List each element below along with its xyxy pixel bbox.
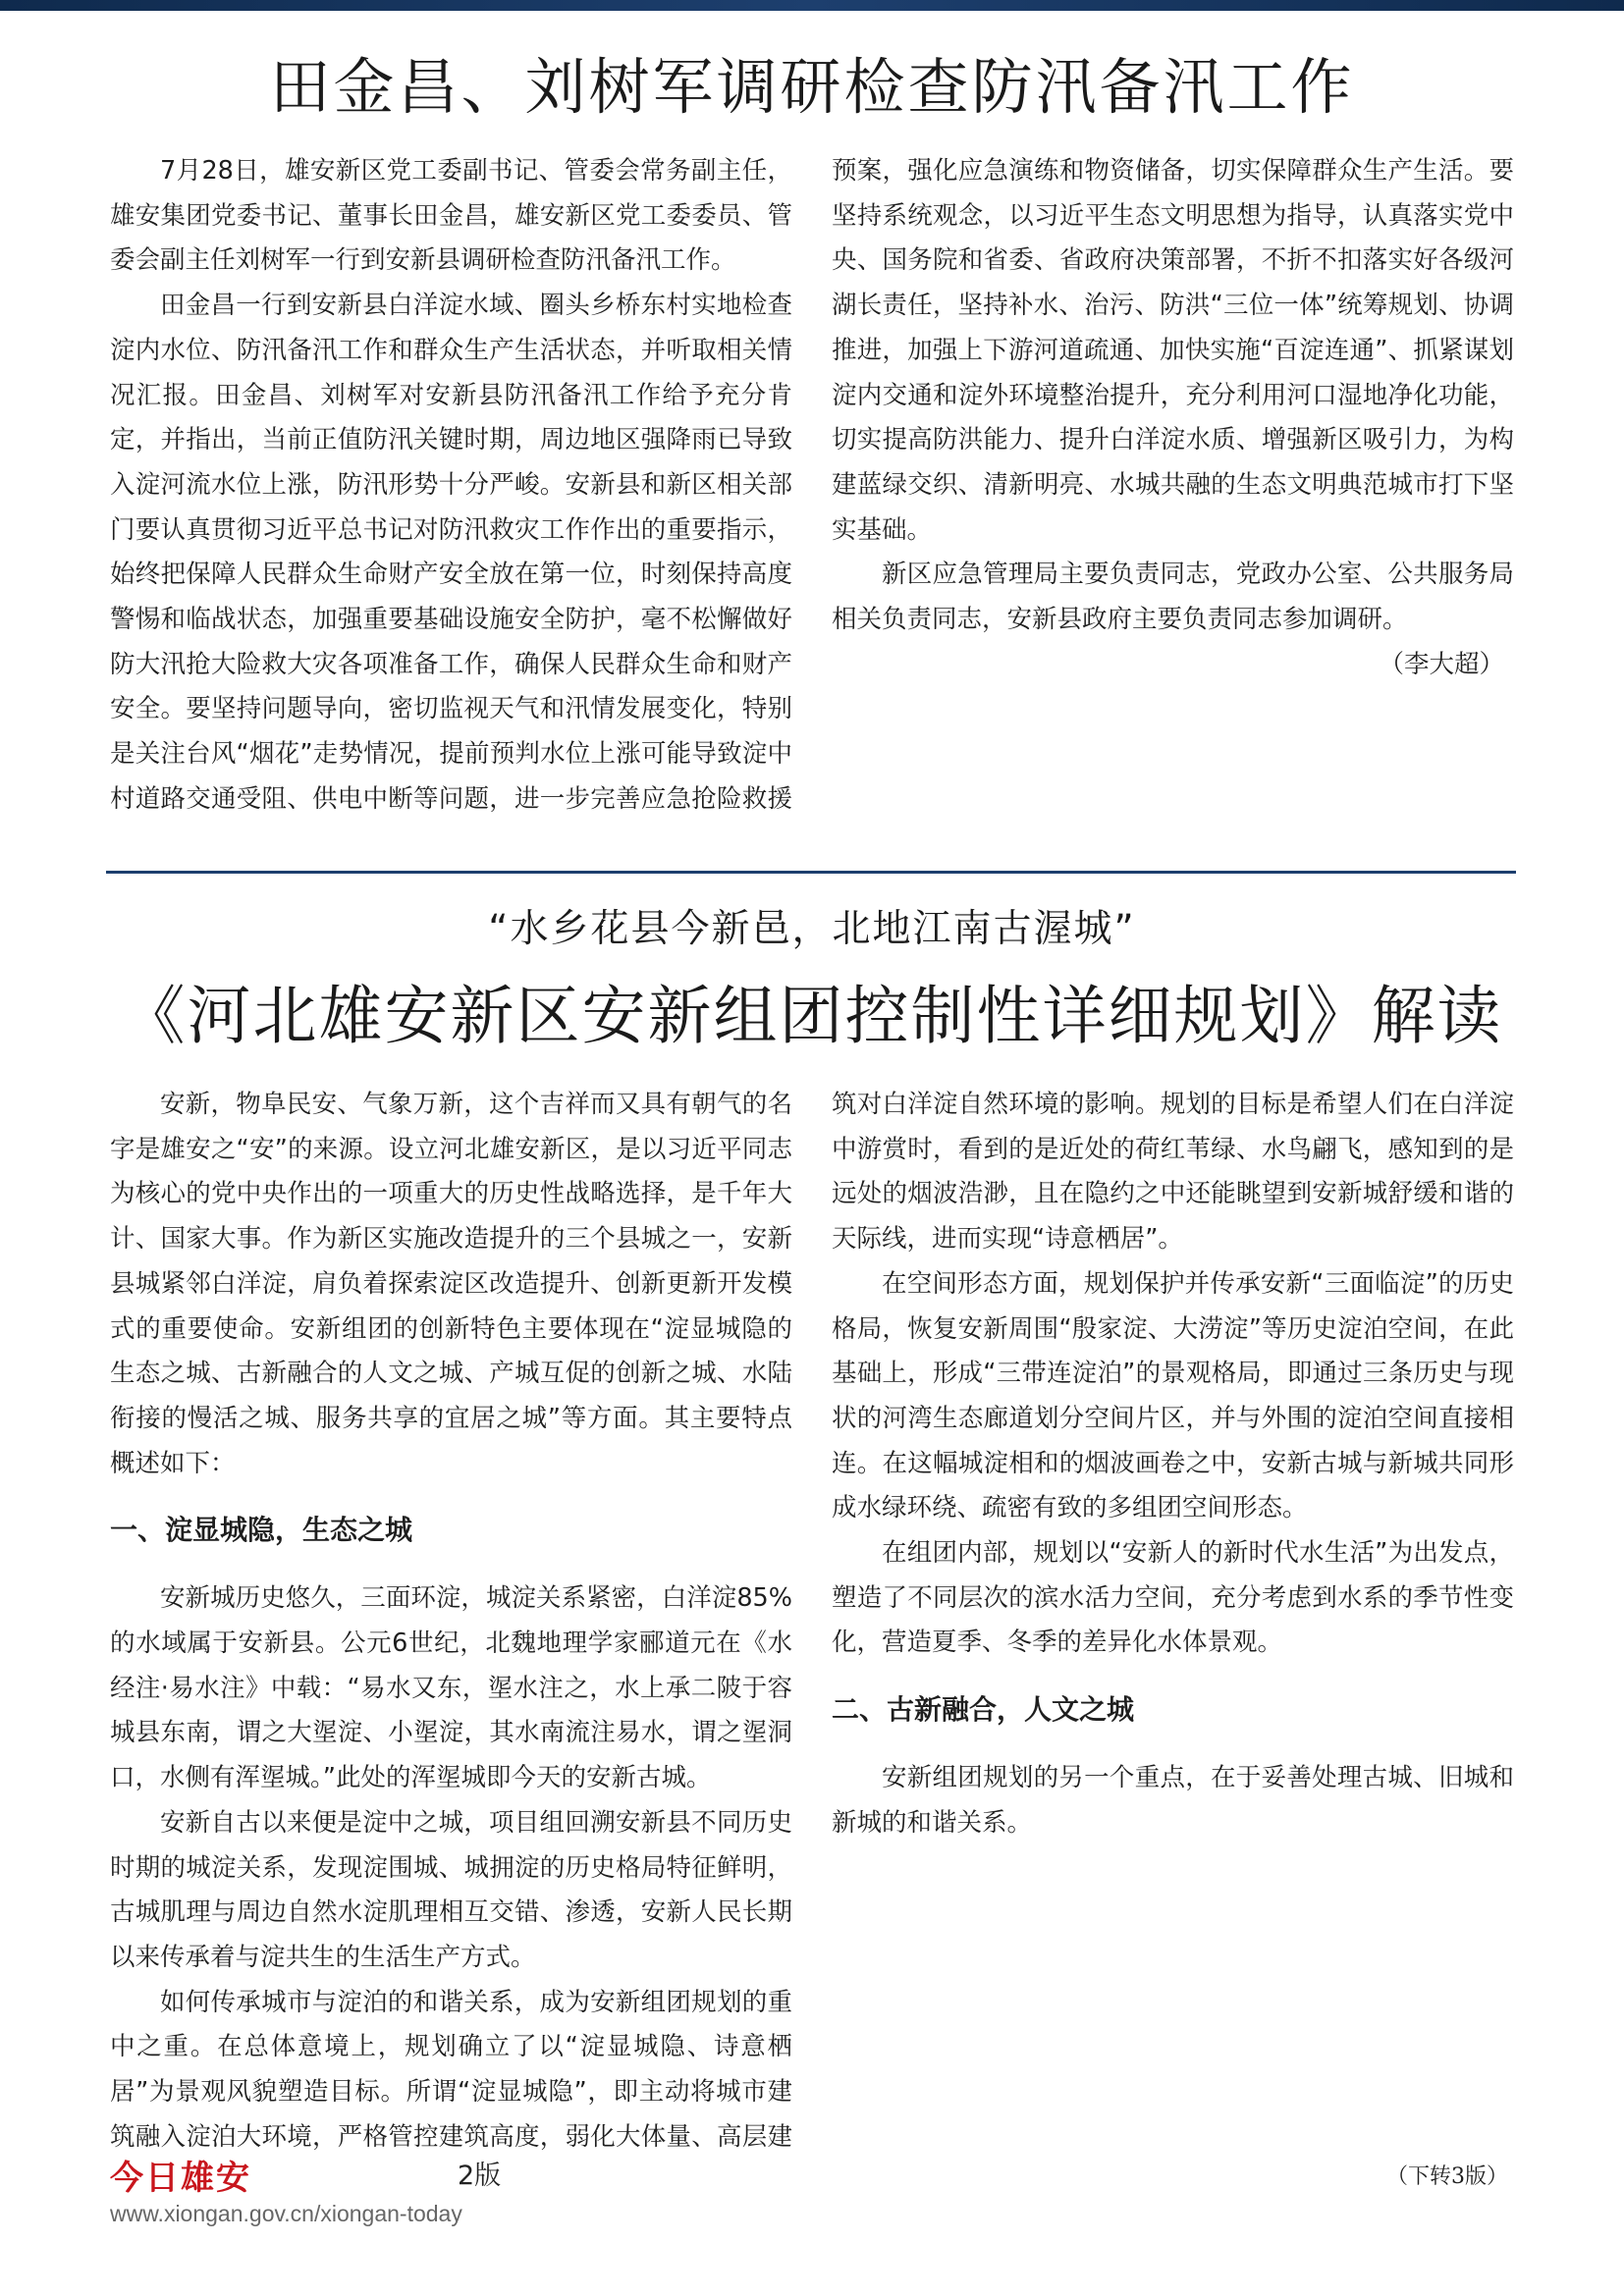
section1-paragraph: 在空间形态方面，规划保护并传承安新“三面临淀”的历史格局，恢复安新周围“殷家淀、大涝淀”等历史淀泊空间，在此基础上，形成“三带连淀泊”的景观格局，即通过三条历史与现状的河湾生态廊道划分空间片区，并与外围的淀泊空间直接相连。在这幅城淀相和的烟波画卷之中，安新古城与新城共同形成水绿环绕、疏密有致的多组团空间形态。 — [832, 1268, 1514, 1523]
article1-paragraph — [832, 553, 1514, 679]
article1-title: 田金昌、刘树军调研检查防汛备汛工作 — [269, 51, 1355, 123]
section-divider — [106, 871, 1516, 874]
author-credit: （李大超） — [1379, 649, 1504, 679]
top-accent-bar — [0, 0, 1624, 11]
article2-title: 《河北雄安新区安新组团控制性详细规划》解读 — [121, 980, 1503, 1053]
article2-intro: 安新，物阜民安、气象万新，这个吉祥而又具有朝气的名字是雄安之“安”的来源。设立河北雄安新区，是以习近平同志为核心的党中央作出的一项重大的历史性战略选择，是千年大计、国家大事。作为新区实施改造提升的三个县城之一，安新县城紧邻白洋淀，肩负着探索淀区改造提升、创新更新开发模式的重要使命。安新组团的创新特色主要体现在“淀显城隐的生态之城、古新融合的人文之城、产城互促的创新之城、水陆衔接的慢活之城、服务共享的宜居之城”等方面。其主要特点概述如下： — [110, 1090, 792, 1478]
section1-paragraph: 如何传承城市与淀泊的和谐关系，成为安新组团规划的重中之重。在总体意境上，规划确立了以“淀显城隐、诗意栖居”为景观风貌塑造目标。所谓“淀显城隐”，即主动将城市建筑融入淀泊大环境，严格管控建筑高度，弱化大体量、高层建筑对白洋淀自然环境的影响。规划的目标是希望人们在白洋淀中游赏时，看到的是近处的荷红苇绿、水鸟翩飞，感知到的是远处的烟波浩渺，且在隐约之中还能眺望到安新城舒缓和谐的天际线，进而实现“诗意栖居”。 — [110, 1090, 1514, 2152]
article1-paragraph: 田金昌一行到安新县白洋淀水域、圈头乡桥东村实地检查淀内水位、防汛备汛工作和群众生产生活状态，并听取相关情况汇报。田金昌、刘树军对安新县防汛备汛工作给予充分肯定，并指出，当前正值防汛关键时期，周边地区强降雨已导致入淀河流水位上涨，防汛形势十分严峻。安新县和新区相关部门要认真贯彻习近平总书记对防汛救灾工作作出的重要指示，始终把保障人民群众生命财产安全放在第一位，时刻保持高度警惕和临战状态，加强重要基础设施安全防护，毫不松懈做好防大汛抢大险救大灾各项准备工作，确保人民群众生命和财产安全。要坚持问题导向，密切监视天气和汛情发展变化，特别是关注台风“烟花”走势情况，提前预判水位上涨可能导致淀中村道路交通受阻、供电中断等问题，进一步完善应急抢险救援预案，强化应急演练和物资储备，切实保障群众生产生活。要坚持系统观念，以习近平生态文明思想为指导，认真落实党中央、国务院和省委、省政府决策部署，不折不扣落实好各级河湖长责任，坚持补水、治污、防洪“三位一体”统筹规划、协调推进，加强上下游河道疏通、加快实施“百淀连通”、抓紧谋划淀内交通和淀外环境整治提升，充分利用河口湿地净化功能，切实提高防洪能力、提升白洋淀水质、增强新区吸引力，为构建蓝绿交织、清新明亮、水城共融的生态文明典范城市打下坚实基础。 — [110, 156, 1514, 814]
footer-url[interactable]: www.xiongan.gov.cn/xiongan-today — [110, 2201, 462, 2226]
article1-body — [110, 149, 1514, 852]
section1-heading: 一、淀显城隐，生态之城 — [110, 1514, 413, 1547]
page-number: 2版 — [458, 2161, 502, 2191]
article1-paragraph: 7月28日，雄安新区党工委副书记、管委会常务副主任，雄安集团党委书记、董事长田金昌，雄安新区党工委委员、管委会副主任刘树军一行到安新县调研检查防汛备汛工作。 — [110, 156, 792, 276]
section1-paragraph: 安新自古以来便是淀中之城，项目组回溯安新县不同历史时期的城淀关系，发现淀围城、城拥淀的历史格局特征鲜明，古城肌理与周边自然水淀肌理相互交错、渗透，安新人民长期以来传承着与淀共生的生活生产方式。 — [110, 1807, 792, 1972]
section1-paragraph: 在组团内部，规划以“安新人的新时代水生活”为出发点，塑造了不同层次的滨水活力空间，充分考虑到水系的季节性变化，营造夏季、冬季的差异化水体景观。 — [832, 1538, 1514, 1658]
continued-notice: （下转3版） — [1386, 2164, 1508, 2189]
section2-paragraph: 安新组团规划的另一个重点，在于妥善处理古城、旧城和新城的和谐关系。 — [832, 1763, 1514, 1838]
section1-paragraph: 安新城历史悠久，三面环淀，城淀关系紧密，白洋淀85%的水域属于安新县。公元6世纪，北魏地理学家郦道元在《水经注·易水注》中载：“易水又东，埿水注之，水上承二陂于容城县东南，谓之大埿淀、小埿淀，其水南流注易水，谓之埿洞口，水侧有浑埿城。”此处的浑埿城即今天的安新古城。 — [110, 1583, 792, 1793]
article2-body — [110, 1083, 1514, 2172]
article1-paragraph-text: 新区应急管理局主要负责同志，党政办公室、公共服务局相关负责同志，安新县政府主要负责同志参加调研。 — [832, 560, 1514, 635]
newspaper-logo: 今日雄安 — [110, 2159, 251, 2198]
article2-subtitle: “水乡花县今新邑，北地江南古渥城” — [488, 907, 1136, 951]
section2-heading: 二、古新融合，人文之城 — [832, 1693, 1135, 1727]
